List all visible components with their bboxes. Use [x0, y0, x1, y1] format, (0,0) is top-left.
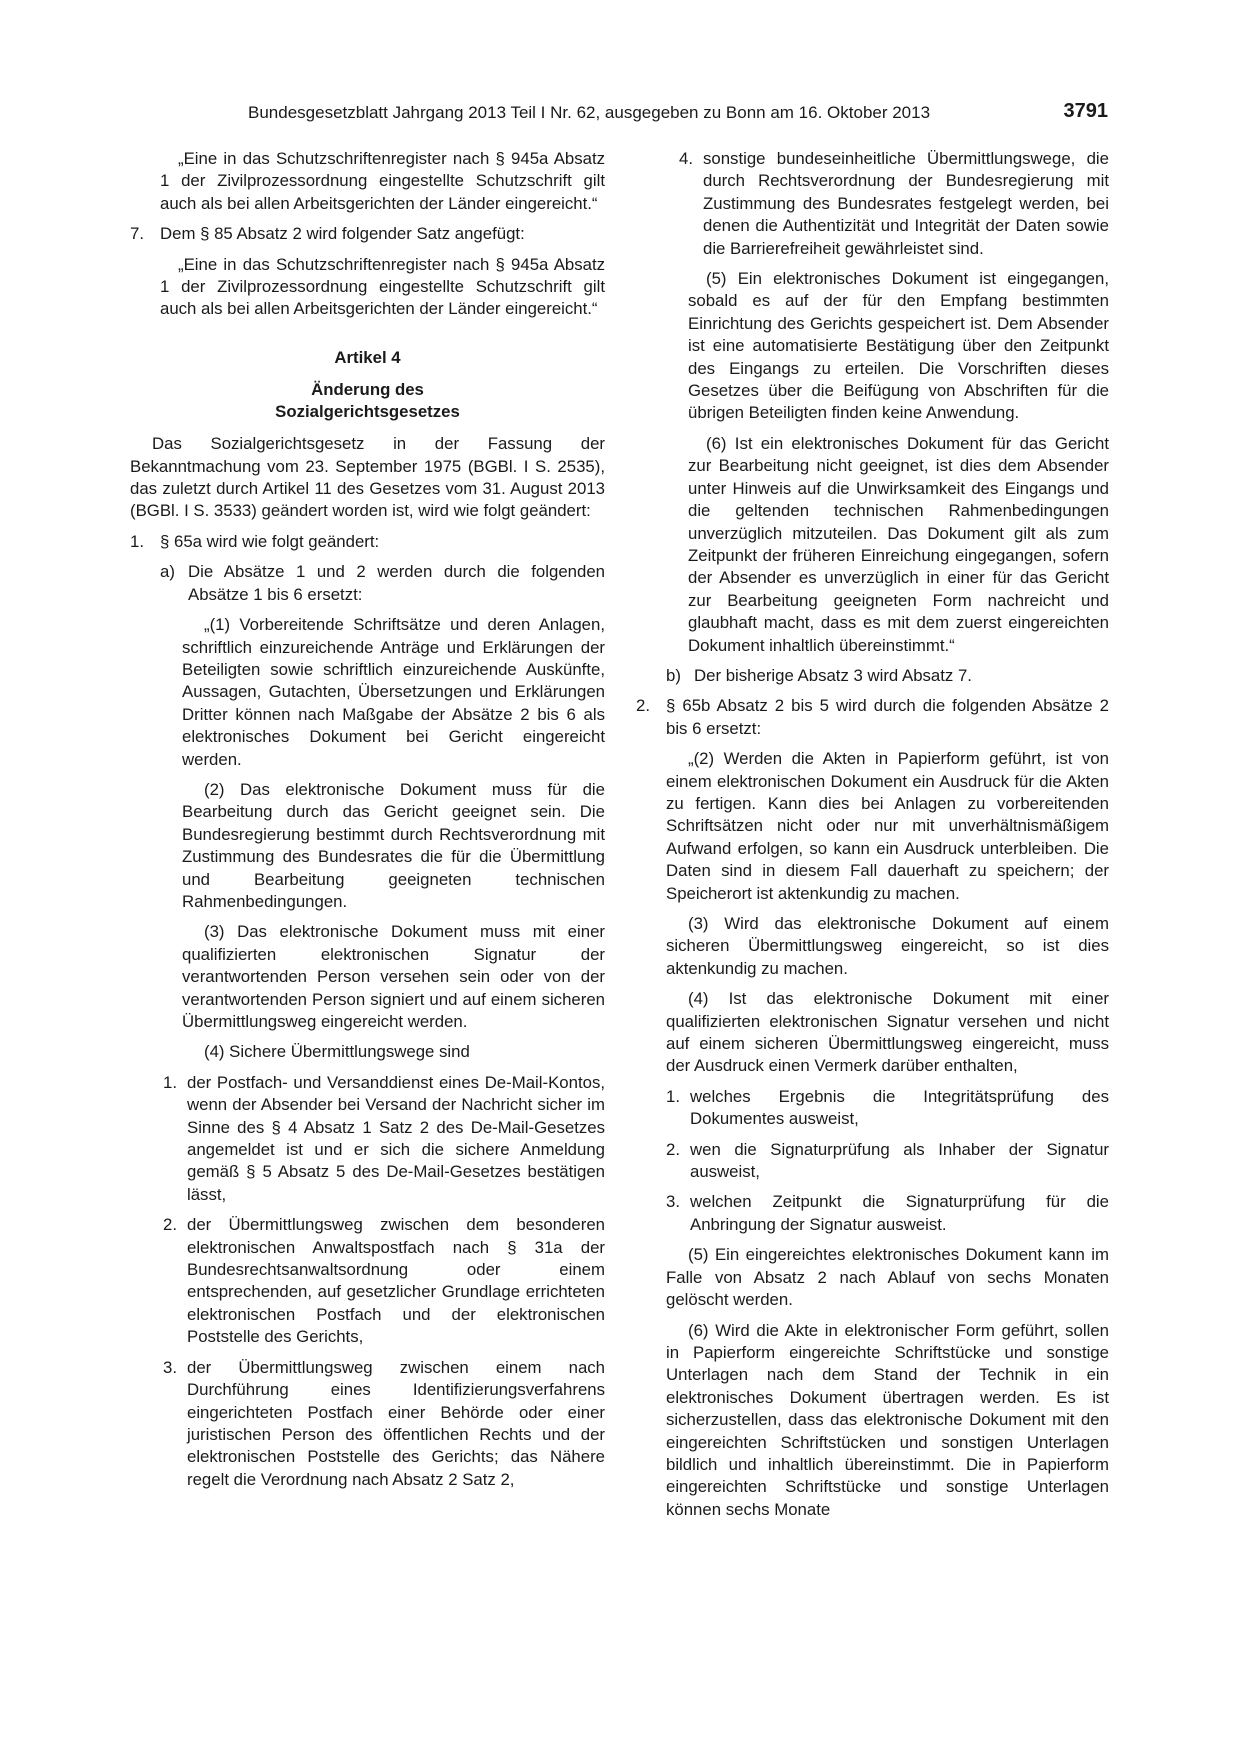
list-number: 1.: [130, 531, 144, 551]
paragraph: (6) Ist ein elektronisches Dokument für das Gericht zur Bearbeitung nicht geeignet, ist dies dem Absender unter Hinweis auf die Unwirksamkeit des Eingangs und die geltenden technischen Rahmenbedingungen unverzüglich mitzuteilen. Das Dokument gilt als zum Zeitpunkt der früheren Einreichung eingegangen, sofern der Absender es unverzüglich in einer für das Gericht zur Bearbeitung geeigneten Form nachreicht und glaubhaft macht, dass es mit dem zuerst eingereichten Dokument inhaltlich übereinstimmt.“: [688, 433, 1109, 655]
paragraph: „(1) Vorbereitende Schriftsätze und deren Anlagen, schriftlich einzureichende Anträge und Erklärungen der Beteiligten sowie schriftlich einzureichende Auskünfte, Aussagen, Gutachten, Übersetzungen und Erklärungen Dritter können nach Maßgabe der Absätze 2 bis 6 als elektronisches Dokument bei Gericht eingereicht werden.: [182, 615, 605, 769]
quote-paragraph: „Eine in das Schutzschriftenregister nach § 945a Absatz 1 der Zivilprozessordnung eingestellte Schutzschrift gilt auch als bei allen Arbeitsgerichten der Länder eingereicht.“: [160, 149, 605, 213]
intro-paragraph: Das Sozialgerichtsgesetz in der Fassung der Bekanntmachung vom 23. September 1975 (BGBl. I S. 2535), das zuletzt durch Artikel 11 des Gesetzes vom 31. August 2013 (BGBl. I S. 3533) geändert worden ist, wird wie folgt geändert:: [130, 434, 605, 521]
list-text: sonstige bundeseinheitliche Übermittlungswege, die durch Rechtsverordnung der Bundesregierung mit Zustimmung des Bundesrates festgelegt werden, bei denen die Authentizität und Integrität der Daten sowie die Barrierefreiheit gewährleistet sind.: [703, 149, 1109, 258]
list-number: 4.: [679, 149, 693, 168]
list-item: [636, 665, 1109, 687]
list-text: der Postfach- und Versanddienst eines De-Mail-Kontos, wenn der Absender bei Versand der Nachricht sicher im Sinne des § 4 Absatz 1 Satz 2 des De-Mail-Gesetzes angemeldet ist und er sich die sichere Anmeldung gemäß § 5 Absatz 5 des De-Mail-Gesetzes bestätigen lässt,: [187, 1072, 605, 1204]
list-text: § 65b Absatz 2 bis 5 wird durch die folgenden Absätze 2 bis 6 ersetzt:: [666, 696, 1109, 738]
list-number: 2.: [163, 1215, 177, 1235]
paragraph: (3) Das elektronische Dokument muss mit einer qualifizierten elektronischen Signatur der verantwortenden Person versehen sein oder von der verantwortenden Person signiert und auf einem sicheren Übermittlungsweg eingereicht werden.: [182, 922, 605, 1031]
list-item: [636, 1139, 1109, 1184]
paragraph: (4) Sichere Übermittlungswege sind: [204, 1042, 470, 1062]
page-header: [248, 100, 1108, 128]
paragraph: „(2) Werden die Akten in Papierform geführt, ist von einem elektronischen Dokument ein Ausdruck für die Akten zu fertigen. Kann dies bei Anlagen zu vorbereitenden Schriftsätzen nicht oder nur mit unverhältnismäßigem Aufwand erfolgen, so kann ein Ausdruck unterbleiben. Die Daten sind in diesem Fall dauerhaft zu speichern; der Speicherort ist aktenkundig zu machen.: [666, 749, 1109, 903]
list-number: 3.: [163, 1357, 177, 1377]
paragraph: (5) Ein eingereichtes elektronisches Dokument kann im Falle von Absatz 2 nach Ablauf von sechs Monaten gelöscht werden.: [666, 1245, 1109, 1310]
list-number: 7.: [130, 224, 144, 244]
list-item: [636, 1191, 1109, 1236]
list-text: welches Ergebnis die Integritätsprüfung des Dokumentes ausweist,: [690, 1086, 1109, 1129]
page-number: 3791: [1063, 100, 1108, 122]
list-item: [130, 1357, 605, 1491]
list-text: der Übermittlungsweg zwischen dem besonderen elektronischen Anwaltspostfach nach § 31a der Bundesrechtsanwaltsordnung oder einem entsprechenden, auf gesetzlicher Grundlage errichteten elektronischen Postfach und der elektronischen Poststelle des Gerichts,: [187, 1215, 605, 1347]
list-item: [130, 561, 605, 606]
article-number: Artikel 4: [334, 347, 401, 367]
list-item: [636, 148, 1109, 260]
paragraph: (6) Wird die Akte in elektronischer Form geführt, sollen in Papierform eingereichte Schriftstücke und sonstige Unterlagen nach dem Stand der Technik in ein elektronisches Dokument übertragen werden. Es ist sicherzustellen, dass das elektronische Dokument mit den eingereichten Schriftstücken und sonstigen Unterlagen bildlich und inhaltlich übereinstimmt. Die in Papierform eingereichten Schriftstücke und sonstige Unterlagen können sechs Monate: [666, 1320, 1109, 1519]
list-item: [130, 531, 605, 553]
list-text: der Übermittlungsweg zwischen einem nach Durchführung eines Identifizierungsverfahrens eingerichteten Postfach einer Behörde oder einer juristischen Person des öffentlichen Rechts und der elektronischen Poststelle des Gerichts; das Nähere regelt die Verordnung nach Absatz 2 Satz 2,: [187, 1357, 605, 1489]
header-title: Bundesgesetzblatt Jahrgang 2013 Teil I Nr. 62, ausgegeben zu Bonn am 16. Oktober 2013: [248, 103, 931, 122]
paragraph: (3) Wird das elektronische Dokument auf einem sicheren Übermittlungsweg eingereicht, so ist dies aktenkundig zu machen.: [666, 914, 1109, 978]
list-text: welchen Zeitpunkt die Signaturprüfung für die Anbringung der Signatur ausweist.: [690, 1192, 1109, 1234]
article-title: [130, 379, 605, 423]
left-column: [130, 148, 605, 1491]
list-number: 2.: [666, 1139, 680, 1159]
list-item: [130, 223, 605, 245]
list-text: Die Absätze 1 und 2 werden durch die folgenden Absätze 1 bis 6 ersetzt:: [188, 562, 605, 604]
list-item: [130, 1072, 605, 1206]
list-text: Dem § 85 Absatz 2 wird folgender Satz angefügt:: [160, 224, 525, 244]
list-number: 2.: [636, 696, 650, 716]
list-number: 1.: [163, 1072, 177, 1092]
list-item: [636, 695, 1109, 740]
paragraph: (2) Das elektronische Dokument muss für die Bearbeitung durch das Gericht geeignet sein. Die Bundesregierung bestimmt durch Rechtsverordnung mit Zustimmung des Bundesrates die für die Übermittlung und Bearbeitung geeigneten technischen Rahmenbedingungen.: [182, 779, 605, 911]
quote-paragraph: „Eine in das Schutzschriftenregister nach § 945a Absatz 1 der Zivilprozessordnung eingestellte Schutzschrift gilt auch als bei allen Arbeitsgerichten der Länder eingereicht.“: [160, 254, 605, 319]
list-item: [130, 1214, 605, 1348]
list-number: 1.: [666, 1086, 680, 1106]
paragraph: (5) Ein elektronisches Dokument ist eingegangen, sobald es auf der für den Empfang bestimmten Einrichtung des Gerichts gespeichert ist. Dem Absender ist eine automatisierte Bestätigung über den Zeitpunkt des Eingangs zu erteilen. Die Vorschriften dieses Gesetzes über die Beifügung von Abschriften für die übrigen Beteiligten finden keine Anwendung.: [688, 269, 1109, 423]
list-number: 3.: [666, 1192, 680, 1212]
list-letter: b): [666, 665, 681, 685]
paragraph: (4) Ist das elektronische Dokument mit einer qualifizierten elektronischen Signatur versehen und nicht auf einem sicheren Übermittlungsweg eingereicht, muss der Ausdruck einen Vermerk darüber enthalten,: [666, 989, 1109, 1076]
article-title-line: Änderung des: [311, 380, 424, 400]
list-text: Der bisherige Absatz 3 wird Absatz 7.: [694, 665, 972, 685]
list-letter: a): [160, 562, 175, 582]
article-title-line: Sozialgerichtsgesetzes: [275, 402, 460, 422]
list-item: [636, 1086, 1109, 1131]
right-column: [636, 148, 1109, 1521]
list-text: wen die Signaturprüfung als Inhaber der Signatur ausweist,: [690, 1139, 1109, 1182]
list-text: § 65a wird wie folgt geändert:: [160, 531, 380, 551]
